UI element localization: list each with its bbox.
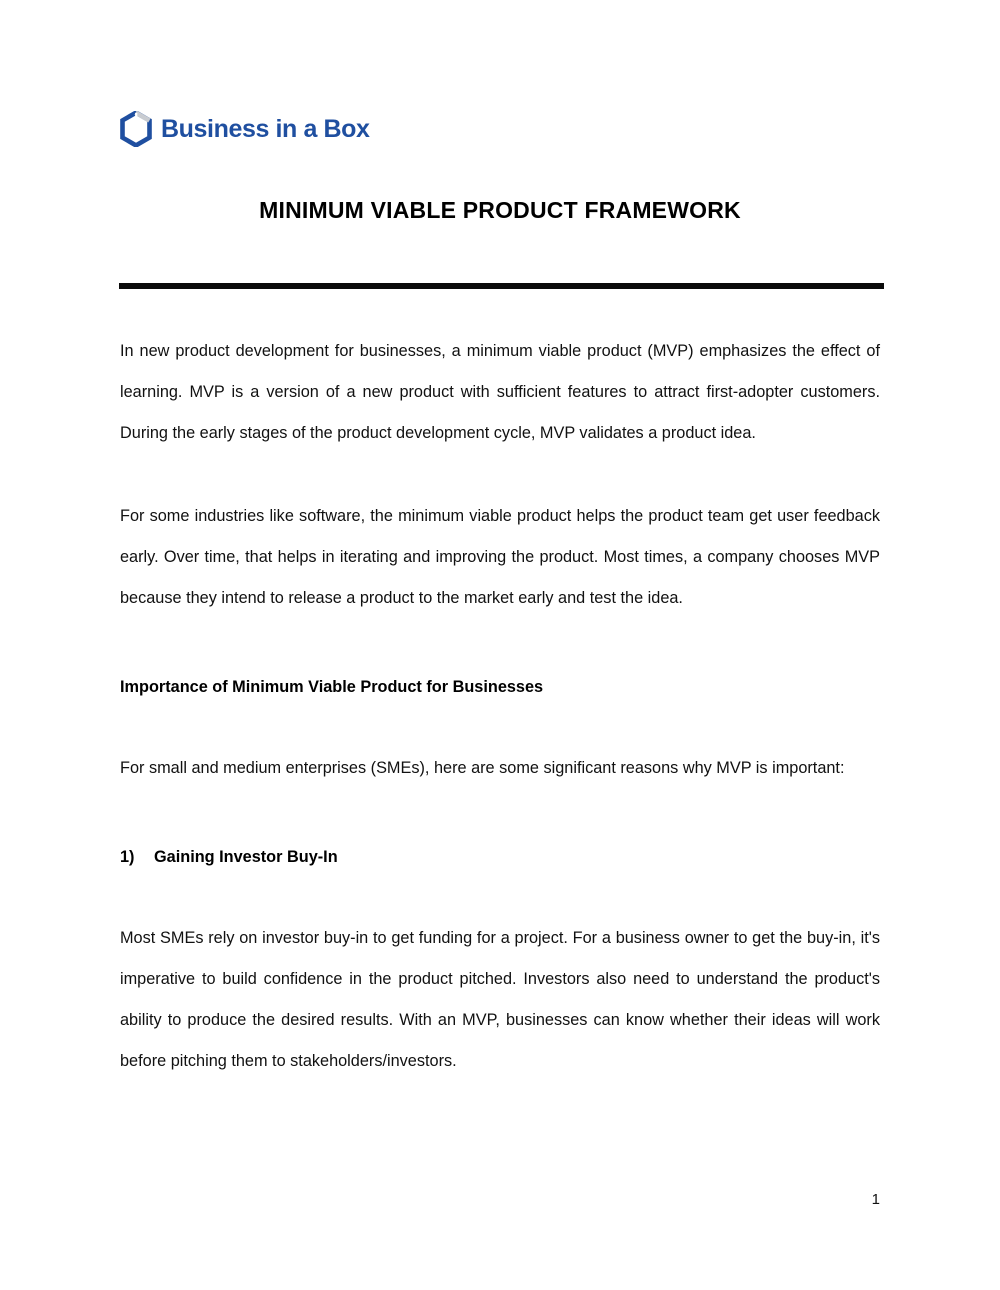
software-industry-paragraph: For some industries like software, the minimum viable product helps the product team get user feedback early. Over time, that helps in iterating and improving the product. Most times, a company chooses MVP because they intend to release a product to the market early and test the idea. — [120, 507, 880, 607]
hexagon-outline-icon — [120, 111, 152, 147]
spacer — [120, 708, 880, 748]
page-title: MINIMUM VIABLE PRODUCT FRAMEWORK — [259, 197, 741, 223]
item-1-number: 1) — [120, 848, 135, 866]
intro-paragraph: In new product development for businesses, a minimum viable product (MVP) emphasizes the effect of learning. MVP is a version of a new product with sufficient features to attract first-adopter customers. During the early stages of the product development cycle, MVP validates a product idea. — [120, 342, 880, 442]
item-1-label: Gaining Investor Buy-In — [154, 848, 338, 866]
spacer — [120, 878, 880, 918]
importance-heading: Importance of Minimum Viable Product for Businesses — [120, 678, 544, 696]
spacer — [120, 454, 880, 496]
document-body — [120, 331, 880, 1082]
brand-wordmark: Business in a Box — [161, 114, 370, 143]
spacer — [120, 789, 880, 837]
investor-buyin-paragraph: Most SMEs rely on investor buy-in to get funding for a project. For a business owner to get the buy-in, it's imperative to build confidence in the product pitched. Investors also need to understand the product's ability to produce the desired results. With an MVP, businesses can know whether their ideas will work before pitching them to stakeholders/investors. — [120, 929, 880, 1070]
page-number: 1 — [871, 1191, 880, 1208]
title-divider — [119, 283, 884, 289]
smes-paragraph: For small and medium enterprises (SMEs), here are some significant reasons why MVP is important: — [120, 759, 845, 777]
brand-logo — [120, 106, 370, 152]
item-1-heading — [120, 837, 880, 878]
spacer — [120, 619, 880, 667]
